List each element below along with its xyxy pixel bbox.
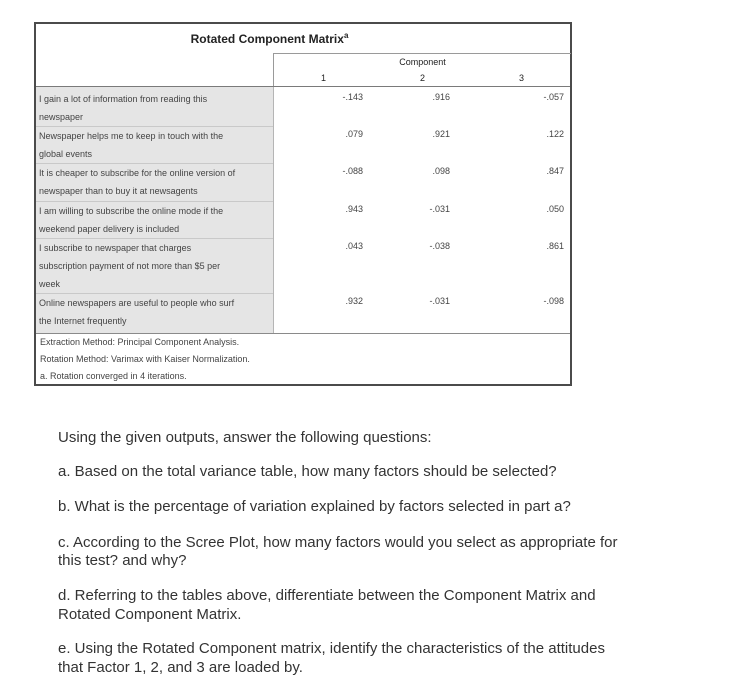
question-c-line-2: this test? and why? [58, 552, 187, 569]
footnote-rotation-method: Rotation Method: Varimax with Kaiser Normalization. [40, 354, 250, 364]
loading-component-3: .861 [546, 241, 564, 251]
loading-component-1: -.143 [342, 92, 363, 102]
question-e-line-1: e. Using the Rotated Component matrix, identify the characteristics of the attitudes [58, 640, 605, 657]
component-number-3: 3 [518, 73, 524, 83]
rotated-component-matrix-table [34, 22, 572, 386]
loading-component-1: .043 [345, 241, 363, 251]
label-divider [273, 87, 274, 333]
title-superscript: a [343, 31, 349, 40]
row-label [39, 127, 271, 163]
row-label-line: subscription payment of not more than $5 per [39, 261, 221, 271]
row-label-line: global events [39, 149, 93, 159]
loading-component-2: -.031 [429, 296, 450, 306]
row-label [39, 239, 271, 293]
loading-component-2: .916 [432, 92, 450, 102]
row-label [39, 294, 271, 330]
question-d-line-2: Rotated Component Matrix. [58, 606, 242, 623]
component-numbers-row [273, 70, 571, 86]
row-label [39, 164, 271, 200]
question-b: b. What is the percentage of variation explained by factors selected in part a? [58, 498, 571, 515]
row-label-line: weekend paper delivery is included [39, 224, 180, 234]
row-label-line: newspaper [39, 112, 84, 122]
row-label [39, 90, 271, 126]
loading-component-3: .847 [546, 166, 564, 176]
question-a: a. Based on the total variance table, how many factors should be selected? [58, 463, 557, 480]
row-label-line: the Internet frequently [39, 316, 127, 326]
row-label-line: week [39, 279, 61, 289]
loading-component-2: -.031 [429, 204, 450, 214]
loading-component-2: .098 [432, 166, 450, 176]
row-label-line: newspaper than to buy it at newsagents [39, 186, 198, 196]
row-label-line: I am willing to subscribe the online mode if the [39, 206, 224, 216]
row-label [39, 202, 271, 238]
loading-component-1: .943 [345, 204, 363, 214]
loading-component-3: .050 [546, 204, 564, 214]
row-label-line: Newspaper helps me to keep in touch with the [39, 131, 224, 141]
table-title [36, 32, 503, 46]
loading-component-3: -.098 [543, 296, 564, 306]
loading-component-1: .079 [345, 129, 363, 139]
table-title-text: Rotated Component Matrix [190, 32, 344, 46]
loading-component-2: .921 [432, 129, 450, 139]
component-number-1: 1 [320, 73, 326, 83]
question-e-line-2: that Factor 1, 2, and 3 are loaded by. [58, 659, 303, 676]
loading-component-3: .122 [546, 129, 564, 139]
row-label-line: I gain a lot of information from reading this [39, 94, 208, 104]
loading-component-1: -.088 [342, 166, 363, 176]
question-c-line-1: c. According to the Scree Plot, how many factors would you select as appropriate for [58, 534, 618, 551]
questions-intro: Using the given outputs, answer the following questions: [58, 429, 432, 446]
footnote-extraction-method: Extraction Method: Principal Component Analysis. [40, 337, 240, 347]
component-number-2: 2 [419, 73, 425, 83]
table-footer-divider [36, 333, 570, 334]
loading-component-3: -.057 [543, 92, 564, 102]
row-label-line: It is cheaper to subscribe for the online version of [39, 168, 236, 178]
row-label-line: I subscribe to newspaper that charges [39, 243, 192, 253]
loading-component-1: .932 [345, 296, 363, 306]
component-header: Component [273, 53, 571, 71]
footnote-rotation-converged: a. Rotation converged in 4 iterations. [40, 371, 187, 381]
row-label-line: Online newspapers are useful to people who surf [39, 298, 235, 308]
question-d-line-1: d. Referring to the tables above, differentiate between the Component Matrix and [58, 587, 596, 604]
loading-component-2: -.038 [429, 241, 450, 251]
